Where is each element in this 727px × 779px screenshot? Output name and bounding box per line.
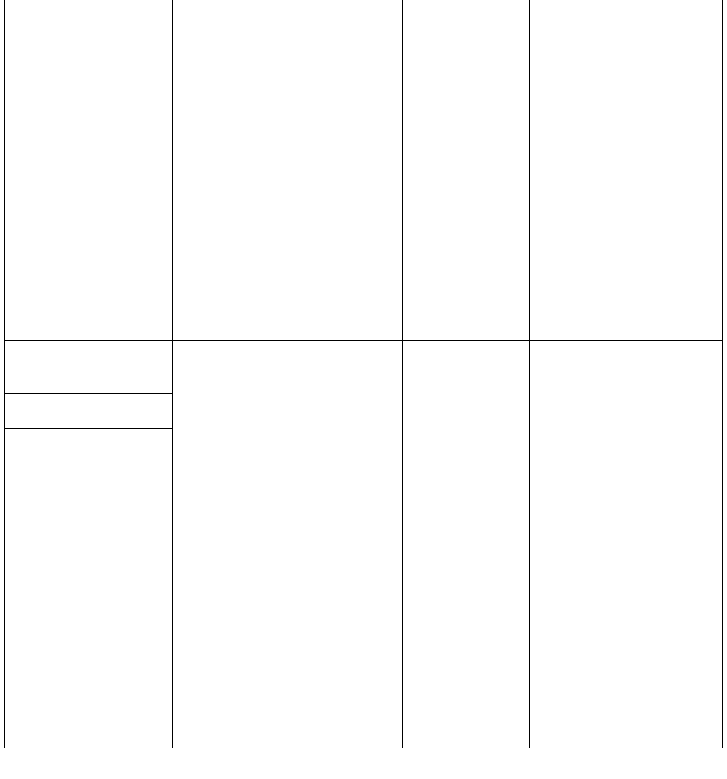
col1-item-divider-2 xyxy=(4,428,173,429)
row-divider xyxy=(4,340,723,341)
col1-item-divider-1 xyxy=(4,393,173,394)
column-divider-2 xyxy=(402,0,403,748)
table-border-right xyxy=(722,0,723,748)
table-border-left xyxy=(4,0,5,748)
column-divider-3 xyxy=(529,0,530,748)
column-divider-1 xyxy=(172,0,173,748)
